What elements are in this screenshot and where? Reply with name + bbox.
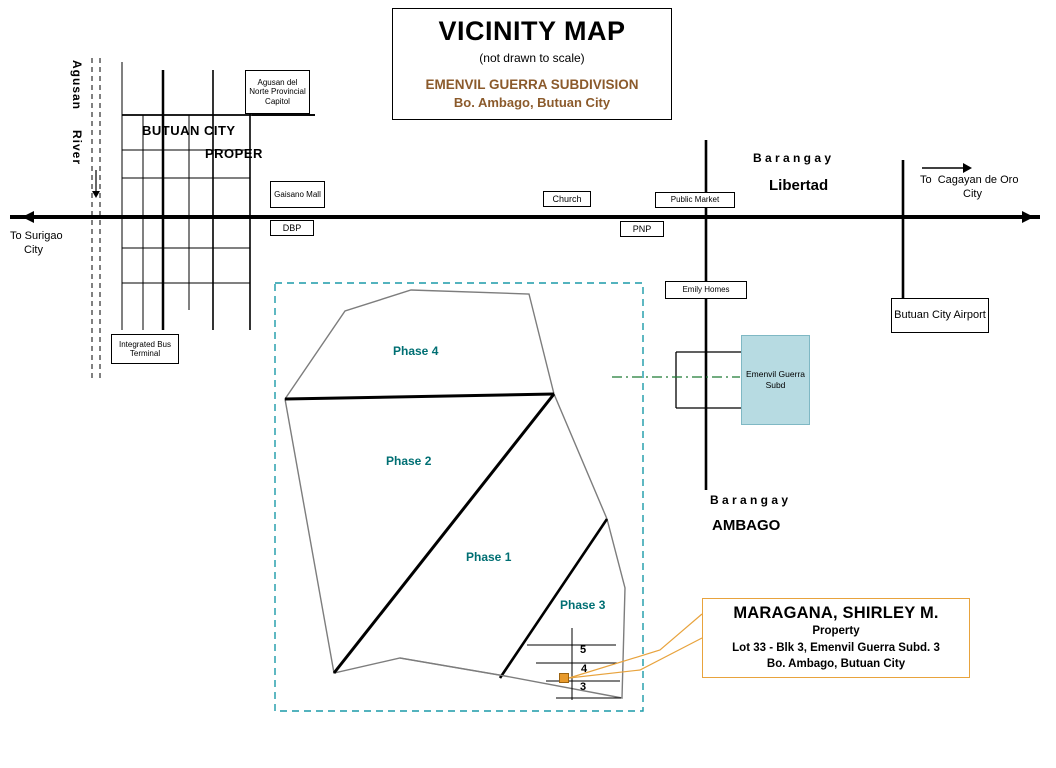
arrow-to-cagayan [922, 163, 972, 173]
label-proper: PROPER [205, 146, 263, 161]
landmark-bus-terminal: Integrated Bus Terminal [111, 334, 179, 364]
label-to-cagayan-2: City [963, 188, 982, 200]
landmark-church: Church [543, 191, 591, 207]
phase-label-3: Phase 3 [560, 598, 606, 612]
title-subdivision: EMENVIL GUERRA SUBDIVISION [425, 76, 639, 92]
label-to-surigao-1: To Surigao [10, 230, 63, 242]
title-box [392, 8, 672, 120]
property-callout [702, 598, 970, 678]
landmark-emily-homes: Emily Homes [665, 281, 747, 299]
landmark-pnp: PNP [620, 221, 664, 237]
callout-line-2: Lot 33 - Blk 3, Emenvil Guerra Subd. 3 [732, 641, 940, 654]
phase-label-1: Phase 1 [466, 550, 512, 564]
callout-line-3: Bo. Ambago, Butuan City [766, 658, 906, 671]
title-location: Bo. Ambago, Butuan City [453, 94, 611, 110]
label-barangay-libertad-1: B a r a n g a y [753, 151, 832, 165]
phase-label-2: Phase 2 [386, 454, 432, 468]
callout-line-1: Property [812, 625, 860, 637]
title-main: VICINITY MAP [438, 16, 626, 46]
callout-owner: MARAGANA, SHIRLEY M. [733, 604, 939, 622]
national-highway [10, 211, 1040, 223]
subdivision-boundary [275, 283, 643, 711]
phase-label-4: Phase 4 [393, 344, 439, 358]
label-to-surigao-2: City [24, 244, 43, 256]
landmark-airport: Butuan City Airport [891, 298, 989, 333]
landmark-emenvil-guerra-subd: Emenvil Guerra Subd [741, 335, 810, 425]
label-barangay-libertad-2: Libertad [769, 177, 829, 194]
callout-leader [569, 614, 702, 678]
label-agusan-river-1: Agusan [70, 60, 84, 111]
subject-lot-marker [559, 673, 569, 683]
landmark-capitol: Agusan del Norte Provincial Capitol [245, 70, 310, 114]
landmark-gaisano-mall: Gaisano Mall [270, 181, 325, 208]
label-to-cagayan-1: To Cagayan de Oro [920, 174, 1019, 186]
label-barangay-ambago-1: B a r a n g a y [710, 493, 789, 507]
title-note: (not drawn to scale) [479, 50, 585, 65]
lot-number-5: 5 [580, 644, 587, 656]
landmark-dbp: DBP [270, 220, 314, 236]
label-agusan-river-2: River [70, 130, 84, 166]
label-butuan-city: BUTUAN CITY [142, 123, 236, 138]
subdivision-parcels [285, 290, 625, 700]
label-barangay-ambago-2: AMBAGO [712, 517, 781, 534]
agusan-river [92, 58, 100, 382]
lot-number-4: 4 [581, 663, 588, 675]
landmark-public-market: Public Market [655, 192, 735, 208]
lot-number-3: 3 [580, 681, 587, 693]
